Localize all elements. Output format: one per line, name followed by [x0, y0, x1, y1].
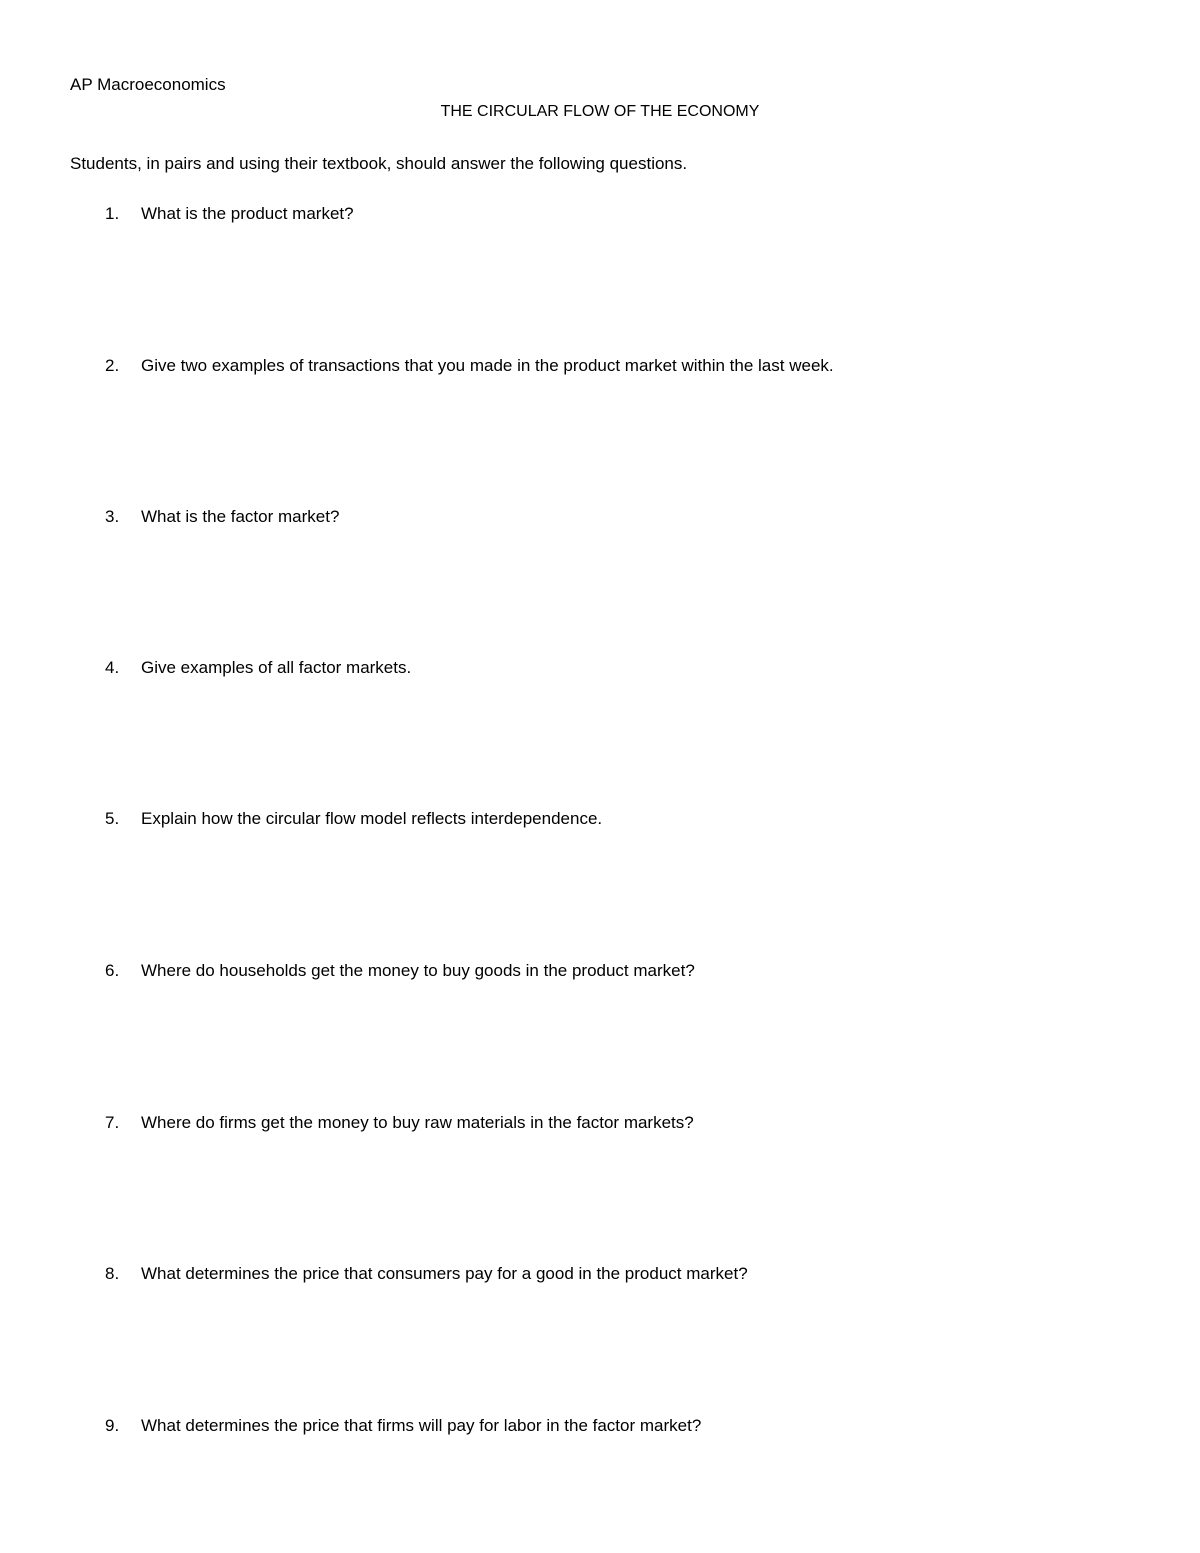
question-7 — [105, 1113, 694, 1133]
page-title: THE CIRCULAR FLOW OF THE ECONOMY — [440, 103, 760, 120]
question-5 — [105, 809, 602, 829]
question-8 — [105, 1264, 748, 1284]
question-6 — [105, 961, 695, 981]
question-number: 2. — [105, 356, 120, 375]
question-number: 8. — [105, 1264, 120, 1283]
question-number: 7. — [105, 1113, 120, 1132]
question-text: What is the factor market? — [141, 507, 340, 526]
question-1 — [105, 204, 354, 224]
question-text: What determines the price that firms will pay for labor in the factor market? — [141, 1416, 702, 1435]
question-number: 9. — [105, 1416, 120, 1435]
question-number: 3. — [105, 507, 120, 526]
question-number: 6. — [105, 961, 120, 980]
question-number: 5. — [105, 809, 120, 828]
question-4 — [105, 658, 411, 678]
question-text: Give two examples of transactions that you made in the product market within the last week. — [141, 356, 834, 375]
course-name: AP Macroeconomics — [70, 75, 226, 94]
question-number: 4. — [105, 658, 120, 677]
question-number: 1. — [105, 204, 120, 223]
question-text: What is the product market? — [141, 204, 354, 223]
question-text: Where do firms get the money to buy raw materials in the factor markets? — [141, 1113, 694, 1132]
question-text: What determines the price that consumers pay for a good in the product market? — [141, 1264, 748, 1283]
question-9 — [105, 1416, 701, 1436]
instructions: Students, in pairs and using their textbook, should answer the following questions. — [70, 154, 688, 173]
question-text: Give examples of all factor markets. — [141, 658, 412, 677]
question-2 — [105, 356, 834, 376]
question-text: Where do households get the money to buy goods in the product market? — [141, 961, 695, 980]
question-text: Explain how the circular flow model reflects interdependence. — [141, 809, 603, 828]
question-3 — [105, 507, 339, 527]
